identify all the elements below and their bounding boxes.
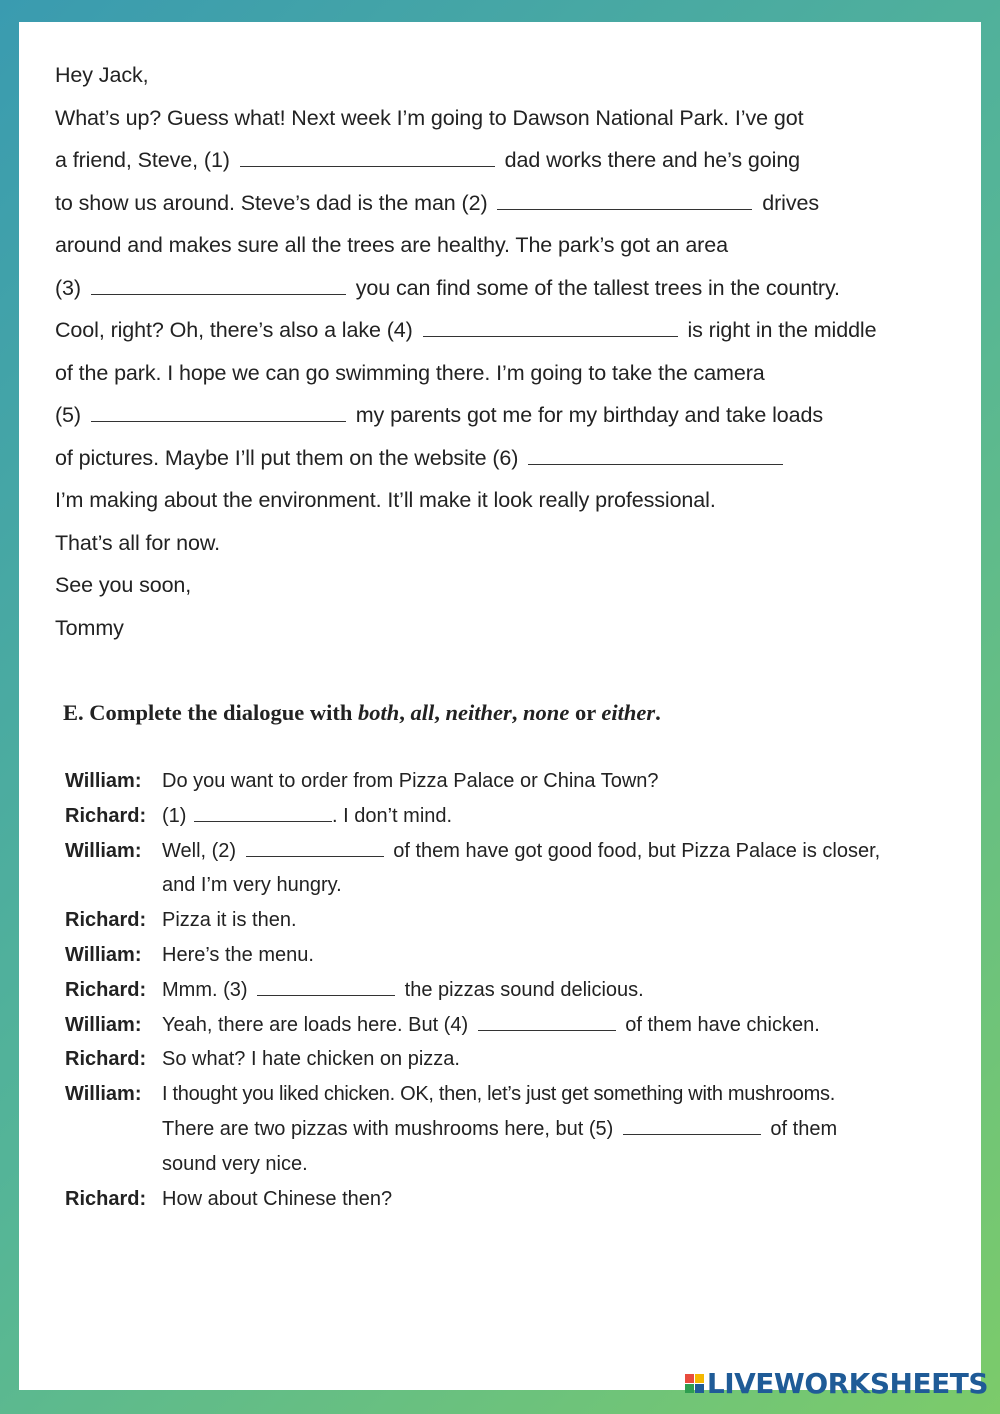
letter-line: That’s all for now. — [55, 530, 221, 555]
speaker-name: William: — [65, 943, 142, 966]
dialogue-line: William: Yeah, there are loads here. But (4) of them have chicken. — [65, 1008, 945, 1043]
liveworksheets-logo — [685, 1367, 988, 1400]
dialogue-line: William: Well, (2) of them have got good food, but Pizza Palace is closer, and I’m very hungry. — [65, 834, 945, 904]
letter-line: (5) my parents got me for my birthday and take loads — [55, 403, 823, 427]
letter-line: What’s up? Guess what! Next week I’m going to Dawson National Park. I’ve got — [55, 105, 804, 130]
worksheet-page — [19, 22, 981, 1390]
dialogue-blank-4[interactable] — [478, 1029, 616, 1031]
letter-line: Cool, right? Oh, there’s also a lake (4) is right in the middle — [55, 318, 877, 342]
answer-blank-4[interactable] — [423, 335, 678, 337]
logo-grid-icon — [685, 1374, 704, 1393]
dialogue-line: Richard: Mmm. (3) the pizzas sound delicious. — [65, 973, 945, 1008]
letter-line: around and makes sure all the trees are healthy. The park’s got an area — [55, 233, 728, 257]
section-e-title: E. Complete the dialogue with both, all, neither, none or either. — [63, 700, 661, 725]
dialogue-blank-3[interactable] — [257, 994, 395, 996]
brand-text: LIVEWORKSHEETS — [706, 1367, 988, 1400]
speaker-name: Richard: — [65, 804, 147, 827]
answer-blank-5[interactable] — [91, 420, 346, 422]
dialogue-line: William: Here’s the menu. — [65, 938, 945, 973]
dialogue-line: Richard: How about Chinese then? — [65, 1182, 945, 1217]
dialogue-line: Richard: So what? I hate chicken on pizza. — [65, 1042, 945, 1077]
dialogue-line: Richard: Pizza it is then. — [65, 903, 945, 938]
letter-line: to show us around. Steve’s dad is the man (2) drives — [55, 190, 820, 215]
dialogue — [65, 764, 945, 1216]
answer-blank-3[interactable] — [91, 293, 346, 295]
speaker-name: Richard: — [65, 978, 147, 1001]
letter-line: of pictures. Maybe I’ll put them on the website (6) — [55, 437, 955, 480]
letter-line: (3) you can find some of the tallest trees in the country. — [55, 275, 840, 300]
speaker-name: William: — [65, 1083, 142, 1106]
speaker-name: William: — [65, 770, 142, 792]
dialogue-line: William: I thought you liked chicken. OK, then, let’s just get something with mushrooms. There are two pizzas with mushrooms here, but (5) of them sound very nice. — [65, 1077, 945, 1181]
speaker-name: William: — [65, 839, 142, 862]
letter-text — [55, 54, 955, 649]
answer-blank-1[interactable] — [240, 165, 495, 167]
dialogue-blank-2[interactable] — [246, 855, 384, 857]
letter-greeting: Hey Jack, — [55, 63, 149, 87]
speaker-name: Richard: — [65, 909, 147, 932]
dialogue-blank-5[interactable] — [623, 1133, 761, 1135]
letter-line: of the park. I hope we can go swimming there. I’m going to take the camera — [55, 360, 765, 385]
answer-blank-2[interactable] — [497, 208, 752, 210]
letter-line: See you soon, — [55, 573, 192, 597]
dialogue-blank-1[interactable] — [194, 820, 332, 822]
letter-line: I’m making about the environment. It’ll make it look really professional. — [55, 488, 716, 512]
speaker-name: Richard: — [65, 1048, 147, 1071]
dialogue-line: Richard: (1) . I don’t mind. — [65, 799, 945, 834]
dialogue-line: William: Do you want to order from Pizza Palace or China Town? — [65, 764, 945, 799]
speaker-name: William: — [65, 1013, 142, 1036]
letter-signature: Tommy — [55, 615, 124, 640]
answer-blank-6[interactable] — [528, 463, 783, 465]
speaker-name: Richard: — [65, 1187, 147, 1210]
letter-line: a friend, Steve, (1) dad works there and he’s going — [55, 148, 801, 172]
